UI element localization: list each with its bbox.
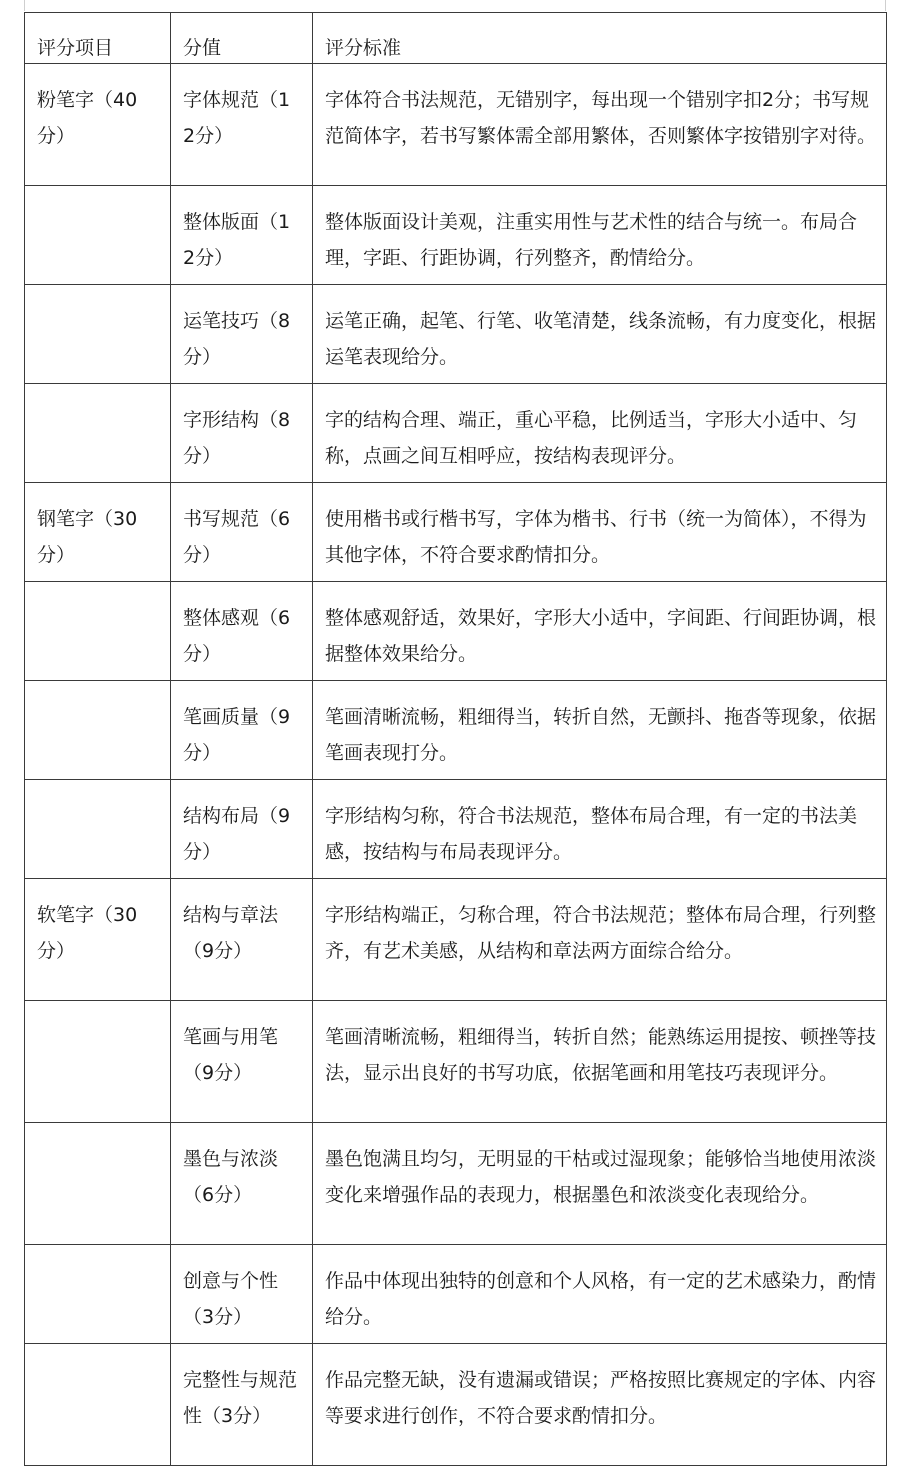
table-body [25, 64, 887, 1466]
score-item-cell: 字形结构（8分） [171, 384, 313, 483]
score-item-cell: 创意与个性（3分） [171, 1245, 313, 1344]
category-cell [25, 384, 171, 483]
score-item-cell: 完整性与规范性（3分） [171, 1344, 313, 1466]
category-cell: 粉笔字（40分） [25, 64, 171, 186]
table-row [25, 1344, 887, 1466]
table-row [25, 64, 887, 186]
table-row [25, 582, 887, 681]
criteria-cell: 墨色饱满且均匀，无明显的干枯或过湿现象；能够恰当地使用浓淡变化来增强作品的表现力，根据墨色和浓淡变化表现给分。 [313, 1123, 887, 1245]
header-score: 分值 [171, 13, 313, 64]
category-cell [25, 582, 171, 681]
criteria-cell: 字形结构端正，匀称合理，符合书法规范；整体布局合理，行列整齐，有艺术美感，从结构和章法两方面综合给分。 [313, 879, 887, 1001]
criteria-cell: 作品中体现出独特的创意和个人风格，有一定的艺术感染力，酌情给分。 [313, 1245, 887, 1344]
table-header-row [25, 13, 887, 64]
table-row [25, 1001, 887, 1123]
criteria-cell: 作品完整无缺，没有遗漏或错误；严格按照比赛规定的字体、内容等要求进行创作，不符合要求酌情扣分。 [313, 1344, 887, 1466]
score-item-cell: 笔画与用笔（9分） [171, 1001, 313, 1123]
header-category: 评分项目 [25, 13, 171, 64]
score-item-cell: 墨色与浓淡（6分） [171, 1123, 313, 1245]
category-cell [25, 285, 171, 384]
criteria-cell: 字形结构匀称，符合书法规范，整体布局合理，有一定的书法美感，按结构与布局表现评分。 [313, 780, 887, 879]
table-row [25, 384, 887, 483]
score-item-cell: 结构布局（9分） [171, 780, 313, 879]
criteria-cell: 笔画清晰流畅，粗细得当，转折自然；能熟练运用提按、顿挫等技法，显示出良好的书写功底，依据笔画和用笔技巧表现评分。 [313, 1001, 887, 1123]
criteria-cell: 笔画清晰流畅，粗细得当，转折自然，无颤抖、拖沓等现象，依据笔画表现打分。 [313, 681, 887, 780]
score-item-cell: 运笔技巧（8分） [171, 285, 313, 384]
score-item-cell: 结构与章法（9分） [171, 879, 313, 1001]
criteria-cell: 字体符合书法规范，无错别字，每出现一个错别字扣2分；书写规范简体字，若书写繁体需全部用繁体，否则繁体字按错别字对待。 [313, 64, 887, 186]
category-cell: 软笔字（30分） [25, 879, 171, 1001]
category-cell [25, 681, 171, 780]
category-cell [25, 1245, 171, 1344]
table-row [25, 780, 887, 879]
score-item-cell: 书写规范（6分） [171, 483, 313, 582]
criteria-cell: 运笔正确，起笔、行笔、收笔清楚，线条流畅，有力度变化，根据运笔表现给分。 [313, 285, 887, 384]
table-row [25, 1123, 887, 1245]
criteria-cell: 整体版面设计美观，注重实用性与艺术性的结合与统一。布局合理，字距、行距协调，行列整齐，酌情给分。 [313, 186, 887, 285]
category-cell [25, 1001, 171, 1123]
score-item-cell: 字体规范（12分） [171, 64, 313, 186]
table-row [25, 186, 887, 285]
score-item-cell: 整体版面（12分） [171, 186, 313, 285]
table-row [25, 681, 887, 780]
table-row [25, 285, 887, 384]
score-item-cell: 笔画质量（9分） [171, 681, 313, 780]
criteria-cell: 整体感观舒适，效果好，字形大小适中，字间距、行间距协调，根据整体效果给分。 [313, 582, 887, 681]
category-cell [25, 1123, 171, 1245]
category-cell [25, 186, 171, 285]
header-criteria: 评分标准 [313, 13, 887, 64]
score-item-cell: 整体感观（6分） [171, 582, 313, 681]
table-row [25, 1245, 887, 1344]
scoring-table [24, 12, 887, 1466]
criteria-cell: 使用楷书或行楷书写，字体为楷书、行书（统一为简体），不得为其他字体，不符合要求酌情扣分。 [313, 483, 887, 582]
category-cell [25, 780, 171, 879]
category-cell [25, 1344, 171, 1466]
table-row [25, 483, 887, 582]
table-row [25, 879, 887, 1001]
category-cell: 钢笔字（30分） [25, 483, 171, 582]
criteria-cell: 字的结构合理、端正，重心平稳，比例适当，字形大小适中、匀称，点画之间互相呼应，按结构表现评分。 [313, 384, 887, 483]
page-top-edge [24, 0, 886, 11]
